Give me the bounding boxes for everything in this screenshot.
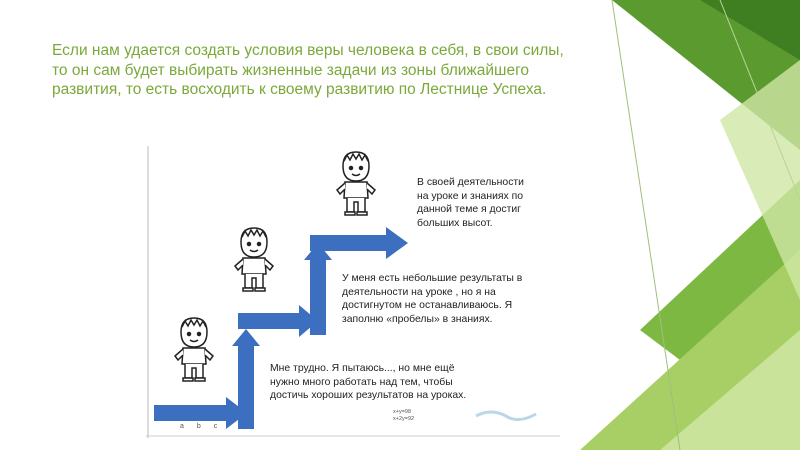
- caption-low: [270, 362, 466, 403]
- stair-arrow-middle: [238, 305, 318, 337]
- caption-middle: [342, 272, 522, 326]
- caption-line: Мне трудно. Я пытаюсь..., но мне ещё: [270, 363, 455, 374]
- corner-note: [393, 409, 414, 423]
- note-line: x+y=98: [393, 409, 412, 415]
- caption-line: достичь хороших результатов на уроках.: [270, 390, 467, 402]
- caption-line: данной теме я достиг: [417, 204, 521, 216]
- child-figure-icon: [337, 152, 375, 215]
- stair-rise-1: [238, 341, 254, 429]
- caption-top: [417, 176, 524, 230]
- caption-line: В своей деятельности: [417, 177, 524, 188]
- caption-line: достигнутом не останавливаюсь. Я: [342, 300, 513, 312]
- mark-label: a: [180, 423, 184, 430]
- caption-line: больших высот.: [417, 217, 493, 229]
- child-figure-icon: [175, 318, 213, 381]
- caption-line: деятельности на уроке , но я на: [342, 286, 496, 298]
- slide-text: [52, 41, 612, 100]
- mark-label: b: [196, 423, 201, 430]
- bottom-marks: [180, 423, 228, 430]
- success-ladder-figure: [146, 146, 560, 438]
- caption-line: на уроке и знаниях по: [417, 190, 523, 202]
- bottom-scribble: [476, 412, 536, 420]
- caption-line: заполню «пробелы» в знаниях.: [342, 313, 493, 325]
- stair-rise-2: [310, 255, 326, 335]
- slide-text-line: то он сам будет выбирать жизненные задачи из зоны ближайшего: [52, 61, 530, 79]
- deco-line-icon: [612, 0, 680, 450]
- slide-text-line: Если нам удается создать условия веры человека в себя, в свои силы,: [52, 42, 564, 59]
- caption-line: нужно много работать над тем, чтобы: [270, 376, 453, 388]
- note-line: x+2y=92: [393, 416, 415, 422]
- slide-text-line: развития, то есть восходить к своему развитию по Лестнице Успеха.: [52, 81, 547, 98]
- caption-line: У меня есть небольшие результаты в: [342, 273, 523, 284]
- child-figure-icon: [235, 228, 273, 291]
- mark-label: c: [213, 423, 218, 430]
- stair-rise-1-head: [232, 329, 260, 346]
